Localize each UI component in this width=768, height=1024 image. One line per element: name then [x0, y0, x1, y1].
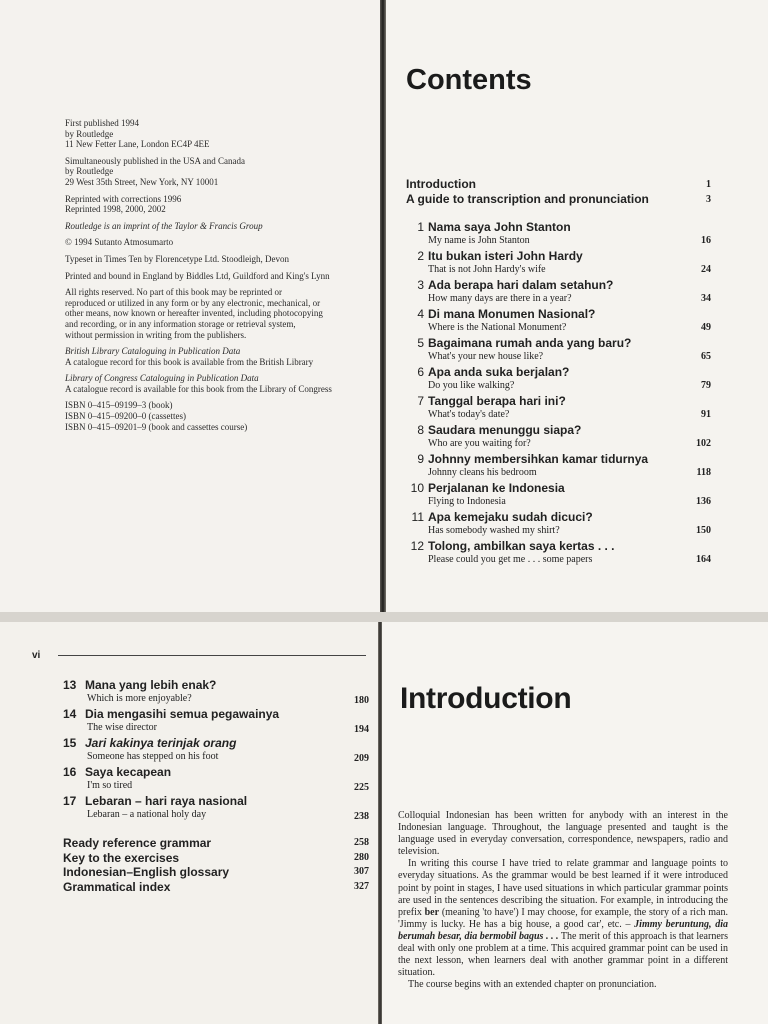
chapter-subtitle: What's your new house like? — [428, 351, 544, 362]
chapter-subtitle: Has somebody washed my shirt? — [428, 525, 560, 536]
chapter-entry — [406, 510, 711, 539]
introduction-title: Introduction — [400, 682, 572, 715]
chapter-title: Tolong, ambilkan saya kertas . . . — [428, 539, 615, 553]
copyright-line: by Routledge — [65, 128, 114, 139]
page-number: 136 — [696, 496, 711, 507]
chapter-title: Dia mengasihi semua pegawainya — [85, 707, 280, 721]
page-number: 307 — [354, 866, 369, 877]
chapter-number: 11 — [411, 510, 424, 524]
back-matter-list — [63, 836, 369, 894]
chapter-subtitle: Which is more enjoyable? — [87, 693, 192, 704]
chapter-list — [406, 220, 711, 568]
front-matter-item — [406, 192, 711, 207]
page-number: 65 — [701, 351, 711, 362]
chapter-subtitle: What's today's date? — [428, 409, 510, 420]
chapter-subtitle: Do you like walking? — [428, 380, 515, 391]
chapter-entry — [406, 539, 711, 568]
example-sentence: Jimmy beruntung, dia berumah besar, dia bermobil bagus . . . — [398, 918, 729, 942]
copyright-line: other means, now known or hereafter invented, including photocopying — [65, 308, 323, 319]
page-number: 91 — [701, 409, 711, 420]
copyright-line: A catalogue record for this book is available from the British Library — [65, 356, 314, 367]
chapter-title: Nama saya John Stanton — [428, 220, 571, 234]
chapter-number: 6 — [417, 365, 424, 379]
copyright-line: First published 1994 — [65, 118, 140, 128]
copyright-paragraph — [65, 400, 375, 432]
page-number: 34 — [701, 293, 711, 304]
copyright-line: Simultaneously published in the USA and Canada — [65, 155, 245, 166]
page-number: 24 — [701, 264, 711, 275]
copyright-paragraph — [65, 156, 375, 188]
text-run: The merit of this approach is that learners deal with only one problem at a time. This acquired grammar point can be used in the next lesson, when learners deal with another grammar point in a different situation. — [398, 930, 728, 979]
chapter-title: Perjalanan ke Indonesia — [428, 481, 565, 495]
page-gap — [0, 612, 768, 622]
chapter-title: Bagaimana rumah anda yang baru? — [428, 336, 632, 350]
chapter-number: 15 — [63, 736, 77, 750]
copyright-line: 29 West 35th Street, New York, NY 10001 — [65, 176, 219, 187]
chapter-entry — [406, 249, 711, 278]
copyright-paragraph — [65, 373, 375, 394]
chapter-entry — [63, 736, 369, 765]
chapter-entry — [406, 336, 711, 365]
chapter-subtitle: How many days are there in a year? — [428, 293, 572, 304]
page-number: 118 — [696, 467, 711, 478]
copyright-paragraph — [65, 118, 375, 150]
copyright-block — [65, 118, 375, 438]
chapter-number: 2 — [417, 249, 424, 263]
page-number: 150 — [696, 525, 711, 536]
copyright-paragraph — [65, 254, 375, 265]
chapter-title: Johnny membersihkan kamar tidurnya — [428, 452, 649, 466]
chapter-entry — [406, 220, 711, 249]
introduction-body — [398, 810, 728, 991]
copyright-line: and recording, or in any information storage or retrieval system, — [65, 318, 296, 329]
chapter-title: Lebaran – hari raya nasional — [85, 794, 248, 808]
chapter-number: 1 — [417, 220, 424, 234]
copyright-line: Printed and bound in England by Biddles Ltd, Guildford and King's Lynn — [65, 270, 330, 281]
chapter-number: 17 — [63, 794, 77, 808]
chapter-title: Saudara menunggu siapa? — [428, 423, 582, 437]
chapter-title: Itu bukan isteri John Hardy — [428, 249, 583, 263]
back-matter-item — [63, 880, 369, 895]
copyright-paragraph — [65, 221, 375, 232]
page-number: 327 — [354, 880, 369, 892]
chapter-title: Saya kecapean — [85, 765, 172, 779]
chapter-number: 14 — [63, 707, 77, 721]
back-matter-label: Indonesian–English glossary — [63, 865, 230, 879]
text-run: In writing this course I have tried to relate grammar and language points to everyday situations. As the grammar would be best learned if it were introduced point by point in stages, I have used situations in which particular grammar points are used in the sentences describing the situation. For example, in introducing the prefix — [398, 858, 728, 918]
page-number: 209 — [354, 753, 369, 764]
chapter-number: 16 — [63, 765, 77, 779]
copyright-line: ISBN 0–415–09199–3 (book) — [65, 400, 173, 411]
copyright-line: reproduced or utilized in any form or by any electronic, mechanical, or — [65, 297, 321, 308]
copyright-line: All rights reserved. No part of this book may be reprinted or — [65, 287, 282, 298]
copyright-line: Library of Congress Cataloguing in Publication Data — [65, 373, 259, 384]
copyright-paragraph — [65, 237, 375, 248]
paragraph — [398, 858, 728, 979]
chapter-entry — [63, 765, 369, 794]
chapter-subtitle: Who are you waiting for? — [428, 438, 531, 449]
chapter-number: 12 — [410, 539, 424, 553]
chapter-entry — [63, 794, 369, 823]
contents-continued-page — [0, 622, 378, 1024]
chapter-subtitle: Where is the National Monument? — [428, 322, 567, 333]
front-matter-label: Introduction — [406, 177, 476, 191]
copyright-line: 11 New Fetter Lane, London EC4P 4EE — [65, 139, 210, 150]
copyright-line: British Library Cataloguing in Publication Data — [65, 346, 241, 357]
introduction-page — [382, 622, 768, 1024]
copyright-paragraph — [65, 194, 375, 215]
chapter-number: 4 — [417, 307, 424, 321]
chapter-title: Mana yang lebih enak? — [85, 678, 217, 692]
front-matter-list — [406, 177, 711, 207]
page-number: 258 — [354, 837, 369, 848]
front-matter-item — [406, 177, 711, 192]
chapter-entry — [406, 365, 711, 394]
chapter-list — [63, 678, 369, 823]
chapter-title: Ada berapa hari dalam setahun? — [428, 278, 614, 292]
chapter-entry — [63, 678, 369, 707]
front-matter-label: A guide to transcription and pronunciation — [406, 192, 649, 206]
page-number: 79 — [701, 380, 711, 391]
back-matter-item — [63, 865, 369, 880]
chapter-subtitle: Lebaran – a national holy day — [87, 809, 207, 820]
copyright-line: ISBN 0–415–09200–0 (cassettes) — [65, 411, 186, 422]
copyright-paragraph — [65, 271, 375, 282]
chapter-number: 3 — [417, 278, 424, 292]
chapter-number: 13 — [63, 678, 77, 692]
running-head: vi — [32, 650, 41, 661]
chapter-number: 9 — [417, 452, 424, 466]
chapter-subtitle: I'm so tired — [87, 780, 133, 791]
chapter-number: 10 — [410, 481, 424, 495]
chapter-entry — [63, 707, 369, 736]
chapter-title: Jari kakinya terinjak orang — [85, 736, 237, 750]
chapter-entry — [406, 278, 711, 307]
page-number: 3 — [706, 194, 711, 205]
copyright-page — [0, 0, 380, 612]
chapter-subtitle: The wise director — [87, 722, 157, 733]
page-number: 280 — [354, 851, 369, 863]
page-number: 1 — [706, 179, 711, 190]
page-number: 180 — [354, 695, 369, 706]
chapter-entry — [406, 394, 711, 423]
copyright-line: ISBN 0–415–09201–9 (book and cassettes course) — [65, 421, 248, 432]
copyright-line: Typeset in Times Ten by Florencetype Ltd. Stoodleigh, Devon — [65, 253, 290, 264]
copyright-line: Reprinted with corrections 1996 — [65, 193, 182, 204]
page-number: 164 — [696, 554, 711, 565]
chapter-title: Tanggal berapa hari ini? — [428, 394, 566, 408]
copyright-line: © 1994 Sutanto Atmosumarto — [65, 237, 174, 248]
copyright-line: without permission in writing from the publishers. — [65, 329, 247, 340]
text-run: (meaning 'to have') I may choose, for example, the story of a rich man. 'Jimmy is lucky. He has a big house, a good car', etc. – — [398, 906, 728, 930]
chapter-entry — [406, 423, 711, 452]
chapter-entry — [406, 481, 711, 510]
paragraph: Colloquial Indonesian has been written for anybody with an interest in the Indonesian language. Throughout, the language presented and taught is the language used in everyday conversation, correspondence, newspapers, radio and television. — [398, 810, 728, 858]
paragraph: The course begins with an extended chapter on pronunciation. — [408, 979, 657, 991]
page-number: 225 — [354, 782, 369, 793]
page-number: 49 — [701, 322, 711, 333]
copyright-line: A catalogue record is available for this book from the Library of Congress — [65, 383, 332, 394]
chapter-entry — [406, 307, 711, 336]
chapter-number: 8 — [417, 423, 424, 437]
back-matter-label: Key to the exercises — [63, 850, 180, 865]
contents-page — [386, 0, 768, 612]
page-number: 194 — [354, 724, 369, 735]
chapter-title: Di mana Monumen Nasional? — [428, 307, 596, 321]
chapter-subtitle: That is not John Hardy's wife — [428, 264, 546, 275]
chapter-number: 7 — [417, 394, 424, 408]
back-matter-item — [63, 836, 369, 851]
page-number: 238 — [354, 811, 369, 822]
chapter-entry — [406, 452, 711, 481]
copyright-line: by Routledge — [65, 166, 114, 177]
copyright-paragraph — [65, 346, 375, 367]
back-matter-label: Ready reference grammar — [63, 836, 212, 850]
page-number: 16 — [701, 235, 711, 246]
page-number: 102 — [696, 438, 711, 449]
copyright-line: Reprinted 1998, 2000, 2002 — [65, 204, 166, 215]
chapter-title: Apa anda suka berjalan? — [428, 365, 570, 379]
header-rule — [58, 655, 366, 656]
chapter-subtitle: Flying to Indonesia — [428, 496, 506, 507]
chapter-subtitle: My name is John Stanton — [428, 235, 530, 246]
copyright-paragraph — [65, 287, 375, 340]
copyright-line: Routledge is an imprint of the Taylor & Francis Group — [65, 220, 263, 231]
chapter-subtitle: Johnny cleans his bedroom — [428, 467, 537, 478]
chapter-title: Apa kemejaku sudah dicuci? — [428, 510, 593, 524]
contents-title: Contents — [406, 64, 532, 96]
bold-term: ber — [424, 906, 440, 918]
chapter-number: 5 — [417, 336, 424, 350]
chapter-subtitle: Someone has stepped on his foot — [87, 751, 219, 762]
back-matter-item — [63, 851, 369, 866]
back-matter-label: Grammatical index — [63, 879, 171, 894]
chapter-subtitle: Please could you get me . . . some papers — [428, 554, 593, 565]
